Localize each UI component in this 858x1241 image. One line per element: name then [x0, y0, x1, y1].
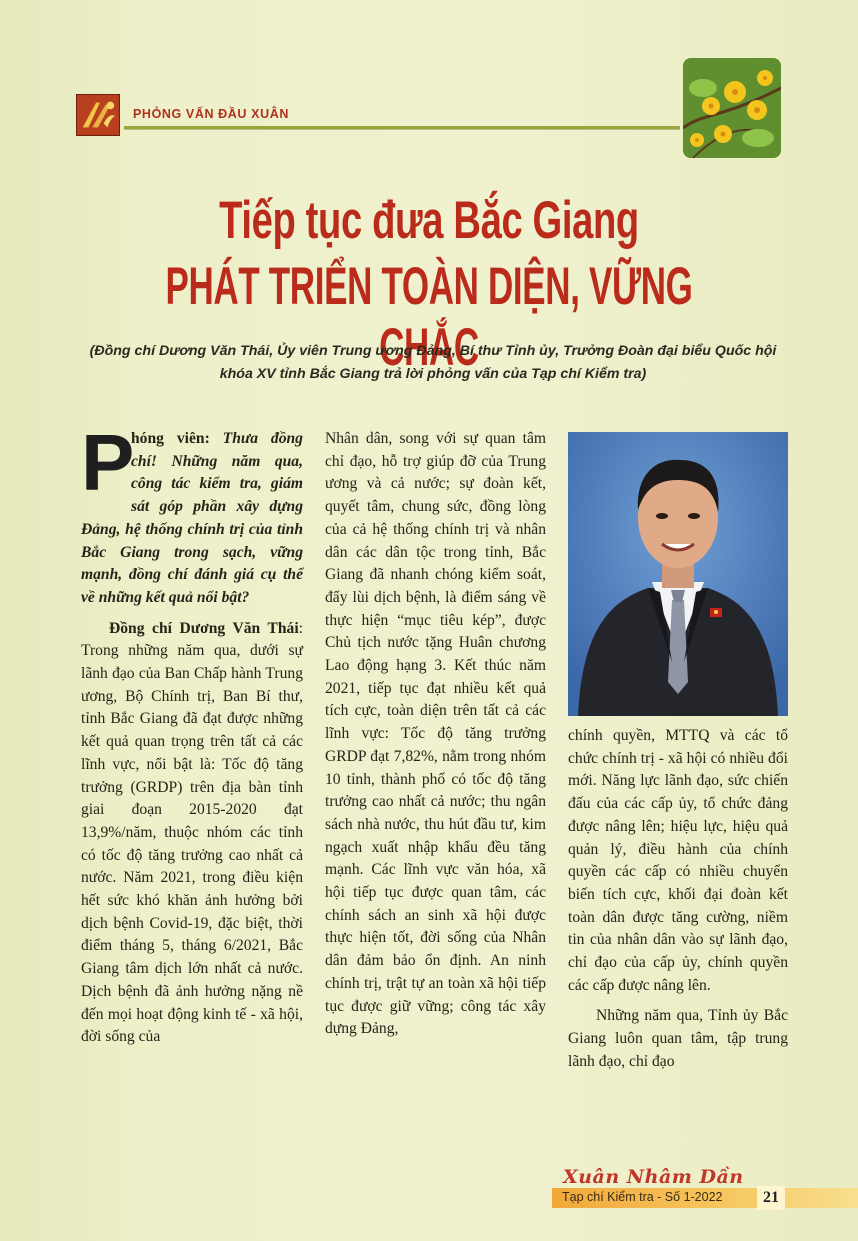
article-column-3	[568, 725, 788, 1074]
article-subtitle: (Đồng chí Dương Văn Thái, Ủy viên Trung ương Đảng, Bí thư Tỉnh ủy, Trưởng Đoàn đại biểu Quốc hội khóa XV tỉnh Bắc Giang trả lời phỏng vấn của Tạp chí Kiểm tra)	[89, 343, 777, 382]
answer-speaker: Đồng chí Dương Văn Thái	[109, 619, 299, 637]
header-rule-shadow	[124, 129, 680, 130]
portrait-photo	[568, 432, 788, 716]
interview-question	[81, 418, 303, 610]
footer-issue-title: Xuân Nhâm Dần	[563, 1166, 744, 1188]
drop-cap: P	[81, 418, 135, 507]
page-number: 21	[757, 1186, 785, 1210]
apricot-blossom-icon	[683, 58, 781, 158]
answer-text-col2: Nhân dân, song với sự quan tâm chỉ đạo, hỗ trợ giúp đỡ của Trung ương và cả nước; sự đoàn kết, quyết tâm, chung sức, đồng lòng của cả hệ thống chính trị và nhân dân các dân tộc trong tỉnh, Bắc Giang đã nhanh chóng kiểm soát, đẩy lùi dịch bệnh, là điểm sáng về thực hiện “mục tiêu kép”, được Chủ tịch nước tặng Huân chương Lao động hạng 3. Kết thúc năm 2021, tiếp tục đạt nhiều kết quả tích cực, toàn diện trên tất cả các lĩnh vực: Tốc độ tăng trưởng GRDP đạt 7,82%, nằm trong nhóm 10 tỉnh, thành phố có tốc độ tăng trưởng cao nhất cả nước; thu ngân sách nhà nước, thu hút đầu tư, kim ngạch xuất nhập khẩu đều tăng mạnh. Các lĩnh vực văn hóa, xã hội tiếp tục được quan tâm, các chính sách an sinh xã hội được thực hiện tốt, đời sống của Nhân dân đảm bảo ổn định. An ninh chính trị, trật tự an toàn xã hội tiếp tục được giữ vững; công tác xây dựng Đảng,	[325, 430, 546, 1038]
article-column-1	[81, 418, 303, 1049]
article-column-2	[325, 428, 546, 1041]
question-prefix: hóng viên:	[131, 430, 210, 447]
answer-text-col3-para2: Những năm qua, Tỉnh ủy Bắc Giang luôn quan tâm, tập trung lãnh đạo, chỉ đạo	[568, 1007, 788, 1070]
question-text: Thưa đồng chí! Những năm qua, công tác kiểm tra, giám sát góp phần xây dựng Đảng, hệ thống chính trị của tỉnh Bắc Giang trong sạch, vững mạnh, đồng chí đánh giá cụ thể về những kết quả nổi bật?	[81, 430, 303, 606]
magazine-logo-icon	[76, 94, 120, 136]
footer-magazine-name: Tạp chí Kiểm tra - Số 1-2022	[562, 1190, 723, 1204]
answer-text-col3: chính quyền, MTTQ và các tổ chức chính trị - xã hội có nhiều đổi mới. Năng lực lãnh đạo, sức chiến đấu của các cấp ủy, tổ chức đảng được nâng lên; hiệu lực, hiệu quả quản lý, điều hành của chính quyền các cấp có nhiều chuyển biến tích cực, khối đại đoàn kết toàn dân được tăng cường, niềm tin của nhân dân vào sự lãnh đạo, chỉ đạo của cấp ủy, chính quyền các cấp được nâng lên.	[568, 727, 788, 994]
answer-text-col1: : Trong những năm qua, dưới sự lãnh đạo của Ban Chấp hành Trung ương, Bộ Chính trị, Ban Bí thư, tỉnh Bắc Giang đã đạt được những kết quả quan trọng trên tất cả các lĩnh vực, nổi bật là: Tốc độ tăng trưởng (GRDP) trên địa bàn tỉnh giai đoạn 2015-2020 đạt 13,9%/năm, thuộc nhóm các tỉnh có tốc độ tăng trưởng cao nhất cả nước. Năm 2021, trong điều kiện hết sức khó khăn ảnh hưởng bởi dịch bệnh Covid-19, đặc biệt, thời điểm tháng 5, tháng 6/2021, Bắc Giang tâm dịch lớn nhất cả nước. Dịch bệnh đã ảnh hưởng nặng nề đến mọi hoạt động kinh tế - xã hội, đời sống của	[81, 619, 303, 1046]
section-label: PHỎNG VẤN ĐẦU XUÂN	[133, 107, 289, 121]
article-title-line1: Tiếp tục đưa Bắc Giang	[219, 191, 639, 250]
article-title-line2: PHÁT TRIỂN TOÀN DIỆN, VỮNG CHẮC	[165, 257, 693, 377]
interview-answer	[81, 618, 303, 1049]
